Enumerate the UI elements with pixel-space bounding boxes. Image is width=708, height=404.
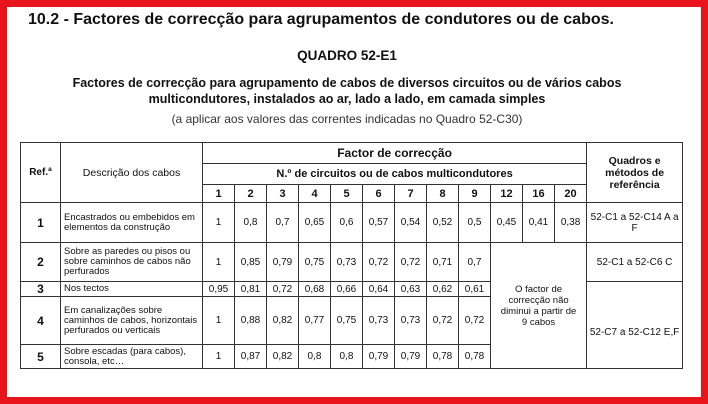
col-header: 2 xyxy=(235,185,267,203)
value-cell: 0,45 xyxy=(491,203,523,243)
col-header: 16 xyxy=(523,185,555,203)
value-cell: 0,73 xyxy=(363,297,395,345)
value-cell: 0,78 xyxy=(459,345,491,369)
value-cell: 1 xyxy=(203,203,235,243)
row-ref: 5 xyxy=(21,345,61,369)
value-cell: 0,62 xyxy=(427,282,459,297)
col-header: 4 xyxy=(299,185,331,203)
col-header: 8 xyxy=(427,185,459,203)
value-cell: 0,82 xyxy=(267,297,299,345)
factor-header: Factor de correcção xyxy=(203,143,587,164)
row-ref: 2 xyxy=(21,243,61,282)
value-cell: 0,6 xyxy=(331,203,363,243)
value-cell: 0,65 xyxy=(299,203,331,243)
col-header: 3 xyxy=(267,185,299,203)
row-desc: Nos tectos xyxy=(61,282,203,297)
value-cell: 0,41 xyxy=(523,203,555,243)
col-header: 9 xyxy=(459,185,491,203)
col-header: 7 xyxy=(395,185,427,203)
value-cell: 0,87 xyxy=(235,345,267,369)
value-cell: 0,81 xyxy=(235,282,267,297)
value-cell: 0,7 xyxy=(459,243,491,282)
table-row xyxy=(21,203,683,243)
value-cell: 0,79 xyxy=(395,345,427,369)
value-cell: 0,82 xyxy=(267,345,299,369)
row-desc: Em canalizações sobre caminhos de cabos, horizontais perfurados ou verticais xyxy=(61,297,203,345)
value-cell: 0,38 xyxy=(555,203,587,243)
circuits-header: N.º de circuitos ou de cabos multicondutores xyxy=(203,164,587,185)
col-header: 20 xyxy=(555,185,587,203)
value-cell: 0,54 xyxy=(395,203,427,243)
value-cell: 0,77 xyxy=(299,297,331,345)
value-cell: 0,8 xyxy=(235,203,267,243)
value-cell: 0,8 xyxy=(299,345,331,369)
section-heading: 10.2 - Factores de correcção para agrupamentos de condutores ou de cabos. xyxy=(28,11,614,28)
value-cell: 0,68 xyxy=(299,282,331,297)
quadros-cell: 52-C1 a 52-C14 A a F xyxy=(587,203,683,243)
quadros-cell-empty xyxy=(587,282,683,297)
value-cell: 0,71 xyxy=(427,243,459,282)
ref-header: Ref.ª xyxy=(21,143,61,203)
value-cell: 0,79 xyxy=(267,243,299,282)
value-cell: 0,73 xyxy=(395,297,427,345)
row-desc: Sobre escadas (para cabos), consola, etc… xyxy=(61,345,203,369)
value-cell: 0,73 xyxy=(331,243,363,282)
quadros-cell: 52-C7 a 52-C12 E,F xyxy=(587,297,683,369)
value-cell: 0,72 xyxy=(267,282,299,297)
value-cell: 1 xyxy=(203,243,235,282)
quadro-title: QUADRO 52-E1 xyxy=(297,48,397,63)
value-cell: 0,57 xyxy=(363,203,395,243)
value-cell: 0,66 xyxy=(331,282,363,297)
row-desc: Encastrados ou embebidos em elementos da construção xyxy=(61,203,203,243)
row-desc: Sobre as paredes ou pisos ou sobre caminhos de cabos não perfurados xyxy=(61,243,203,282)
quadros-header: Quadros e métodos de referência xyxy=(587,143,683,203)
col-header: 6 xyxy=(363,185,395,203)
value-cell: 0,72 xyxy=(459,297,491,345)
value-cell: 0,95 xyxy=(203,282,235,297)
col-header: 12 xyxy=(491,185,523,203)
col-header: 1 xyxy=(203,185,235,203)
subtitle-line-2: multicondutores, instalados ao ar, lado a lado, em camada simples xyxy=(148,92,546,106)
col-header: 5 xyxy=(331,185,363,203)
value-cell: 0,78 xyxy=(427,345,459,369)
value-cell: 0,61 xyxy=(459,282,491,297)
value-cell: 1 xyxy=(203,345,235,369)
value-cell: 0,52 xyxy=(427,203,459,243)
value-cell: 0,72 xyxy=(395,243,427,282)
value-cell: 0,75 xyxy=(331,297,363,345)
row-ref: 1 xyxy=(21,203,61,243)
value-cell: 0,7 xyxy=(267,203,299,243)
value-cell: 0,64 xyxy=(363,282,395,297)
note-cell: O factor de correcção não diminui a partir de 9 cabos xyxy=(491,243,587,369)
row-ref: 3 xyxy=(21,282,61,297)
value-cell: 0,63 xyxy=(395,282,427,297)
quadros-cell: 52-C1 a 52-C6 C xyxy=(587,243,683,282)
value-cell: 0,72 xyxy=(427,297,459,345)
subtitle-note: (a aplicar aos valores das correntes indicadas no Quadro 52-C30) xyxy=(171,112,523,126)
value-cell: 0,75 xyxy=(299,243,331,282)
value-cell: 0,72 xyxy=(363,243,395,282)
row-ref: 4 xyxy=(21,297,61,345)
value-cell: 0,85 xyxy=(235,243,267,282)
table-row xyxy=(21,243,683,282)
value-cell: 0,88 xyxy=(235,297,267,345)
subtitle-line-1: Factores de correcção para agrupamento de cabos de diversos circuitos ou de vários cabos xyxy=(72,76,622,90)
value-cell: 0,5 xyxy=(459,203,491,243)
value-cell: 0,79 xyxy=(363,345,395,369)
value-cell: 0,8 xyxy=(331,345,363,369)
desc-header: Descrição dos cabos xyxy=(61,143,203,203)
correction-factor-table xyxy=(20,142,683,369)
value-cell: 1 xyxy=(203,297,235,345)
